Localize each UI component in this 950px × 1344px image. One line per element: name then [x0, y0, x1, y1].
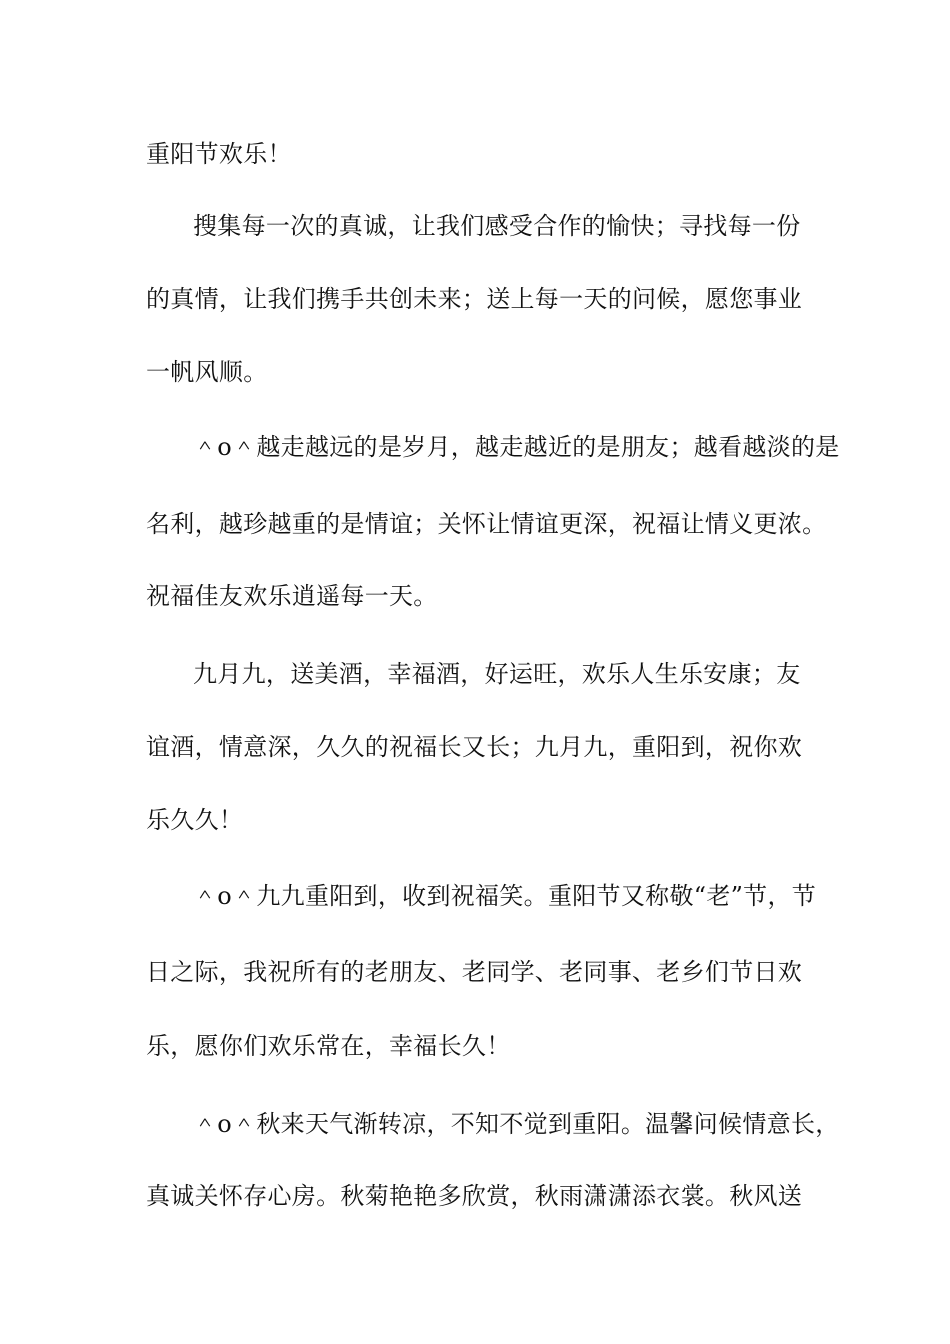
text-line: 乐，愿你们欢乐常在，幸福长久！ [146, 1032, 511, 1060]
text-line: 的真情，让我们携手共创未来；送上每一天的问候，愿您事业 [146, 285, 803, 313]
text-line: 日之际，我祝所有的老朋友、老同学、老同事、老乡们节日欢 [146, 958, 803, 986]
paragraph-start-line: ＾o＾秋来天气渐转凉，不知不觉到重阳。温馨问候情意长， [193, 1110, 840, 1138]
text-line: 重阳节欢乐！ [146, 140, 292, 168]
text-line: 乐久久！ [146, 806, 244, 834]
text-line: 真诚关怀存心房。秋菊艳艳多欣赏，秋雨潇潇添衣裳。秋风送 [146, 1182, 803, 1210]
text-line: 谊酒，情意深，久久的祝福长又长；九月九，重阳到，祝你欢 [146, 733, 803, 761]
paragraph-start-line: 九月九，送美酒，幸福酒，好运旺，欢乐人生乐安康；友 [193, 660, 801, 688]
text-line: 名利，越珍越重的是情谊；关怀让情谊更深，祝福让情义更浓。 [146, 510, 827, 538]
text-line: 祝福佳友欢乐逍遥每一天。 [146, 582, 438, 610]
paragraph-start-line: 搜集每一次的真诚，让我们感受合作的愉快；寻找每一份 [193, 212, 801, 240]
text-line: 一帆风顺。 [146, 358, 268, 386]
paragraph-start-line: ＾o＾九九重阳到，收到祝福笑。重阳节又称敬“老”节，节 [193, 882, 817, 910]
paragraph-start-line: ＾o＾越走越远的是岁月，越走越近的是朋友；越看越淡的是 [193, 433, 840, 461]
